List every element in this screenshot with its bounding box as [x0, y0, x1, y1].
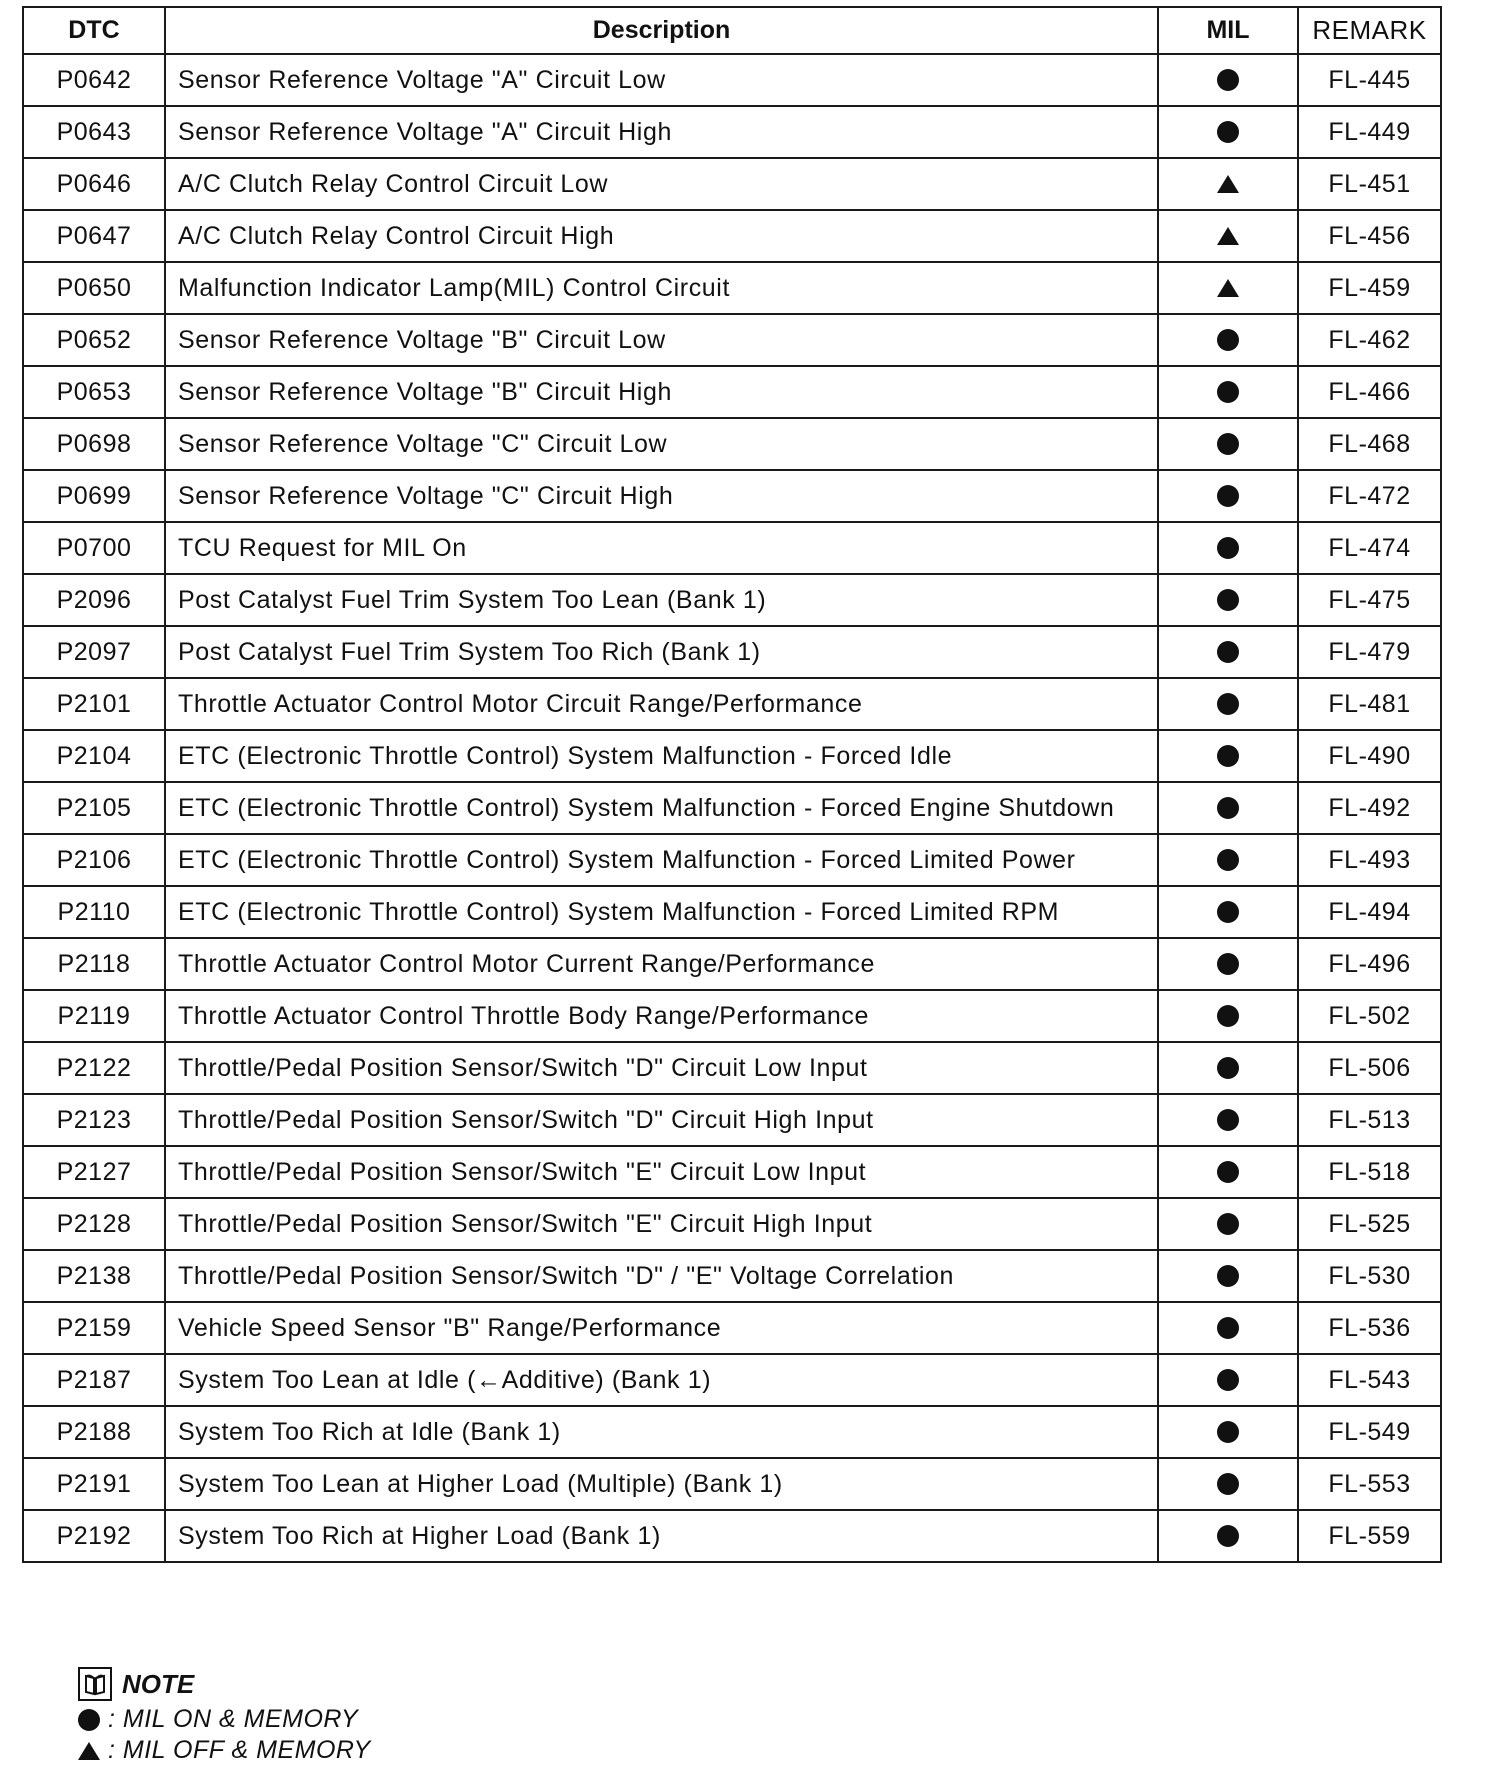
mil-cell: [1158, 1354, 1298, 1406]
filled-circle-icon: [1217, 537, 1239, 559]
dtc-description: Sensor Reference Voltage "B" Circuit High: [165, 366, 1158, 418]
dtc-code: P2122: [23, 1042, 165, 1094]
table-row: [23, 1250, 1441, 1302]
filled-circle-icon: [1217, 1317, 1239, 1339]
header-remark: REMARK: [1298, 7, 1441, 54]
mil-cell: [1158, 54, 1298, 106]
mil-cell: [1158, 678, 1298, 730]
dtc-description: Throttle/Pedal Position Sensor/Switch "D" Circuit High Input: [165, 1094, 1158, 1146]
dtc-description: Sensor Reference Voltage "B" Circuit Low: [165, 314, 1158, 366]
table-row: [23, 1094, 1441, 1146]
filled-circle-icon: [1217, 1525, 1239, 1547]
dtc-code: P0652: [23, 314, 165, 366]
filled-circle-icon: [1217, 329, 1239, 351]
remark-page-ref: FL-543: [1298, 1354, 1441, 1406]
remark-page-ref: FL-553: [1298, 1458, 1441, 1510]
mil-cell: [1158, 366, 1298, 418]
dtc-description: Throttle/Pedal Position Sensor/Switch "D" Circuit Low Input: [165, 1042, 1158, 1094]
filled-circle-icon: [1217, 849, 1239, 871]
remark-page-ref: FL-468: [1298, 418, 1441, 470]
header-dtc: DTC: [23, 7, 165, 54]
mil-cell: [1158, 782, 1298, 834]
dtc-description: Sensor Reference Voltage "C" Circuit Low: [165, 418, 1158, 470]
dtc-description: Throttle Actuator Control Throttle Body Range/Performance: [165, 990, 1158, 1042]
table-row: [23, 106, 1441, 158]
remark-page-ref: FL-475: [1298, 574, 1441, 626]
dtc-description: Post Catalyst Fuel Trim System Too Rich (Bank 1): [165, 626, 1158, 678]
table-row: [23, 574, 1441, 626]
header-description: Description: [165, 7, 1158, 54]
dtc-code: P2127: [23, 1146, 165, 1198]
dtc-code: P2119: [23, 990, 165, 1042]
dtc-description: Sensor Reference Voltage "A" Circuit High: [165, 106, 1158, 158]
note-title: NOTE: [122, 1668, 195, 1699]
remark-page-ref: FL-481: [1298, 678, 1441, 730]
filled-triangle-icon: [1217, 175, 1239, 193]
dtc-description: Malfunction Indicator Lamp(MIL) Control Circuit: [165, 262, 1158, 314]
table-row: [23, 730, 1441, 782]
remark-page-ref: FL-492: [1298, 782, 1441, 834]
dtc-code: P2118: [23, 938, 165, 990]
table-row: [23, 470, 1441, 522]
dtc-code: P2101: [23, 678, 165, 730]
table-row: [23, 626, 1441, 678]
remark-page-ref: FL-459: [1298, 262, 1441, 314]
table-row: [23, 1302, 1441, 1354]
mil-cell: [1158, 210, 1298, 262]
remark-page-ref: FL-525: [1298, 1198, 1441, 1250]
dtc-description: System Too Rich at Idle (Bank 1): [165, 1406, 1158, 1458]
table-row: [23, 522, 1441, 574]
mil-cell: [1158, 1146, 1298, 1198]
dtc-code: P2159: [23, 1302, 165, 1354]
table-row: [23, 1042, 1441, 1094]
remark-page-ref: FL-530: [1298, 1250, 1441, 1302]
remark-page-ref: FL-549: [1298, 1406, 1441, 1458]
dtc-code: P0646: [23, 158, 165, 210]
filled-circle-icon: [1217, 69, 1239, 91]
legend-mil-on: [78, 1704, 371, 1735]
remark-page-ref: FL-493: [1298, 834, 1441, 886]
mil-cell: [1158, 1198, 1298, 1250]
filled-circle-icon: [1217, 797, 1239, 819]
table-body: [23, 54, 1441, 1562]
table-row: [23, 782, 1441, 834]
filled-circle-icon: [1217, 1421, 1239, 1443]
mil-cell: [1158, 522, 1298, 574]
remark-page-ref: FL-479: [1298, 626, 1441, 678]
filled-circle-icon: [1217, 901, 1239, 923]
filled-circle-icon: [1217, 1213, 1239, 1235]
filled-circle-icon: [1217, 1005, 1239, 1027]
filled-circle-icon: [1217, 433, 1239, 455]
filled-circle-icon: [1217, 485, 1239, 507]
table-row: [23, 886, 1441, 938]
table-row: [23, 1458, 1441, 1510]
dtc-code: P0647: [23, 210, 165, 262]
remark-page-ref: FL-496: [1298, 938, 1441, 990]
dtc-description: System Too Lean at Idle (←Additive) (Bank 1): [165, 1354, 1158, 1406]
mil-cell: [1158, 990, 1298, 1042]
remark-page-ref: FL-451: [1298, 158, 1441, 210]
note-section: [78, 1664, 371, 1766]
dtc-description: Sensor Reference Voltage "C" Circuit High: [165, 470, 1158, 522]
remark-page-ref: FL-445: [1298, 54, 1441, 106]
remark-page-ref: FL-506: [1298, 1042, 1441, 1094]
table-row: [23, 938, 1441, 990]
dtc-description: System Too Rich at Higher Load (Bank 1): [165, 1510, 1158, 1562]
dtc-code: P0642: [23, 54, 165, 106]
mil-cell: [1158, 1510, 1298, 1562]
filled-circle-icon: [1217, 641, 1239, 663]
mil-cell: [1158, 1302, 1298, 1354]
remark-page-ref: FL-502: [1298, 990, 1441, 1042]
filled-circle-icon: [1217, 1161, 1239, 1183]
dtc-description: Throttle/Pedal Position Sensor/Switch "E" Circuit High Input: [165, 1198, 1158, 1250]
table-row: [23, 158, 1441, 210]
remark-page-ref: FL-490: [1298, 730, 1441, 782]
filled-circle-icon: [1217, 1369, 1239, 1391]
mil-cell: [1158, 1406, 1298, 1458]
dtc-code: P2187: [23, 1354, 165, 1406]
remark-page-ref: FL-474: [1298, 522, 1441, 574]
dtc-description: A/C Clutch Relay Control Circuit Low: [165, 158, 1158, 210]
dtc-code: P2128: [23, 1198, 165, 1250]
dtc-code: P2188: [23, 1406, 165, 1458]
table-row: [23, 418, 1441, 470]
filled-triangle-icon: [1217, 279, 1239, 297]
dtc-description: TCU Request for MIL On: [165, 522, 1158, 574]
table-row: [23, 314, 1441, 366]
table-row: [23, 1510, 1441, 1562]
dtc-description: Throttle/Pedal Position Sensor/Switch "E" Circuit Low Input: [165, 1146, 1158, 1198]
dtc-code: P2106: [23, 834, 165, 886]
mil-cell: [1158, 574, 1298, 626]
dtc-code: P0643: [23, 106, 165, 158]
table-row: [23, 1198, 1441, 1250]
table-row: [23, 54, 1441, 106]
remark-page-ref: FL-456: [1298, 210, 1441, 262]
filled-circle-icon: [1217, 1473, 1239, 1495]
dtc-description: Post Catalyst Fuel Trim System Too Lean (Bank 1): [165, 574, 1158, 626]
dtc-description: Throttle Actuator Control Motor Current Range/Performance: [165, 938, 1158, 990]
dtc-code: P2097: [23, 626, 165, 678]
remark-page-ref: FL-536: [1298, 1302, 1441, 1354]
table-row: [23, 834, 1441, 886]
table-row: [23, 990, 1441, 1042]
filled-triangle-icon: [78, 1742, 108, 1760]
dtc-description: ETC (Electronic Throttle Control) System Malfunction - Forced Idle: [165, 730, 1158, 782]
dtc-code: P2123: [23, 1094, 165, 1146]
mil-cell: [1158, 158, 1298, 210]
filled-circle-icon: [1217, 1057, 1239, 1079]
book-icon: [78, 1667, 112, 1701]
dtc-description: ETC (Electronic Throttle Control) System Malfunction - Forced Limited Power: [165, 834, 1158, 886]
remark-page-ref: FL-559: [1298, 1510, 1441, 1562]
mil-cell: [1158, 1042, 1298, 1094]
remark-page-ref: FL-449: [1298, 106, 1441, 158]
mil-cell: [1158, 886, 1298, 938]
dtc-description: Sensor Reference Voltage "A" Circuit Low: [165, 54, 1158, 106]
table-row: [23, 262, 1441, 314]
remark-page-ref: FL-466: [1298, 366, 1441, 418]
filled-circle-icon: [78, 1709, 108, 1731]
legend-mil-off: [78, 1735, 371, 1766]
mil-cell: [1158, 938, 1298, 990]
table-row: [23, 366, 1441, 418]
dtc-code: P2191: [23, 1458, 165, 1510]
remark-page-ref: FL-518: [1298, 1146, 1441, 1198]
remark-page-ref: FL-472: [1298, 470, 1441, 522]
filled-triangle-icon: [1217, 227, 1239, 245]
dtc-description: ETC (Electronic Throttle Control) System Malfunction - Forced Engine Shutdown: [165, 782, 1158, 834]
table-row: [23, 1354, 1441, 1406]
dtc-code: P0699: [23, 470, 165, 522]
mil-cell: [1158, 730, 1298, 782]
dtc-code: P2192: [23, 1510, 165, 1562]
dtc-code: P2110: [23, 886, 165, 938]
filled-circle-icon: [1217, 1109, 1239, 1131]
dtc-code: P2138: [23, 1250, 165, 1302]
mil-cell: [1158, 1458, 1298, 1510]
remark-page-ref: FL-513: [1298, 1094, 1441, 1146]
mil-cell: [1158, 418, 1298, 470]
filled-circle-icon: [1217, 1265, 1239, 1287]
table-row: [23, 1406, 1441, 1458]
filled-circle-icon: [1217, 121, 1239, 143]
remark-page-ref: FL-494: [1298, 886, 1441, 938]
dtc-description: ETC (Electronic Throttle Control) System Malfunction - Forced Limited RPM: [165, 886, 1158, 938]
dtc-description: Throttle Actuator Control Motor Circuit Range/Performance: [165, 678, 1158, 730]
table-row: [23, 210, 1441, 262]
filled-circle-icon: [1217, 589, 1239, 611]
filled-circle-icon: [1217, 381, 1239, 403]
dtc-code: P0700: [23, 522, 165, 574]
dtc-description: Vehicle Speed Sensor "B" Range/Performance: [165, 1302, 1158, 1354]
mil-cell: [1158, 1250, 1298, 1302]
dtc-table: [22, 6, 1442, 1563]
dtc-code: P2105: [23, 782, 165, 834]
dtc-description: Throttle/Pedal Position Sensor/Switch "D" / "E" Voltage Correlation: [165, 1250, 1158, 1302]
dtc-description: A/C Clutch Relay Control Circuit High: [165, 210, 1158, 262]
mil-cell: [1158, 470, 1298, 522]
remark-page-ref: FL-462: [1298, 314, 1441, 366]
filled-circle-icon: [1217, 693, 1239, 715]
dtc-code: P0653: [23, 366, 165, 418]
table-row: [23, 678, 1441, 730]
dtc-code: P0698: [23, 418, 165, 470]
mil-cell: [1158, 834, 1298, 886]
filled-circle-icon: [1217, 953, 1239, 975]
mil-cell: [1158, 626, 1298, 678]
dtc-code: P0650: [23, 262, 165, 314]
mil-cell: [1158, 314, 1298, 366]
mil-cell: [1158, 106, 1298, 158]
mil-cell: [1158, 262, 1298, 314]
dtc-description: System Too Lean at Higher Load (Multiple) (Bank 1): [165, 1458, 1158, 1510]
header-mil: MIL: [1158, 7, 1298, 54]
table-row: [23, 1146, 1441, 1198]
legend-mil-on-text: : MIL ON & MEMORY: [108, 1705, 359, 1733]
mil-cell: [1158, 1094, 1298, 1146]
note-header: [78, 1664, 371, 1704]
dtc-code: P2096: [23, 574, 165, 626]
filled-circle-icon: [1217, 745, 1239, 767]
table-header-row: [23, 7, 1441, 54]
legend-mil-off-text: : MIL OFF & MEMORY: [108, 1736, 371, 1764]
dtc-code: P2104: [23, 730, 165, 782]
